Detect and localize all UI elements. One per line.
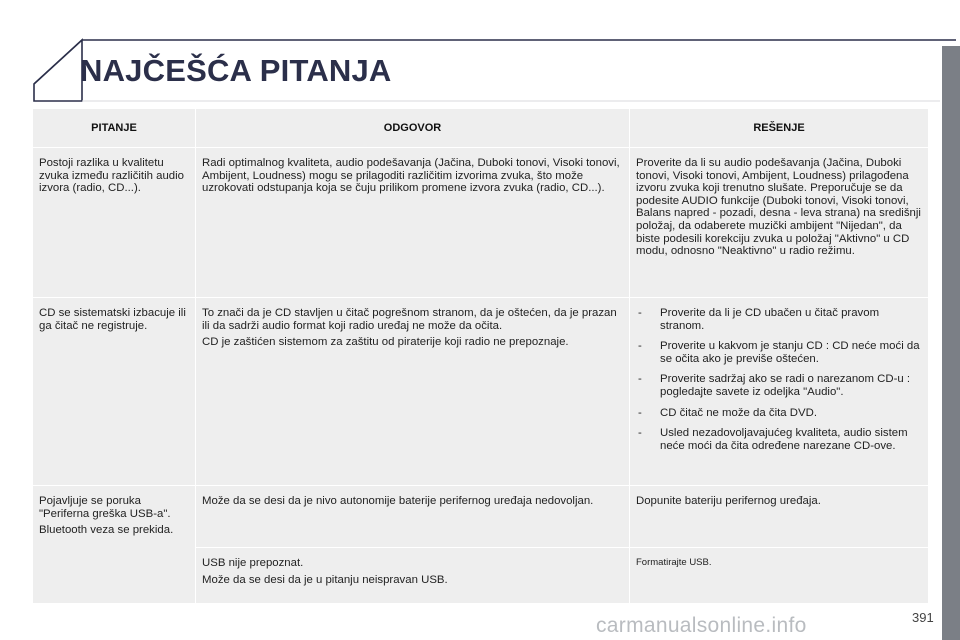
dash-bullet: - <box>638 373 642 386</box>
dash-bullet: - <box>638 307 642 319</box>
answer-text: USB nije prepoznat. <box>202 557 304 569</box>
answer-cell <box>196 486 630 548</box>
list-item: - Proverite sadržaj ako se radi o narezanom CD-u : pogledajte savete iz odeljka "Audio". <box>638 373 911 398</box>
answer-text: Radi optimalnog kvaliteta, audio podešavanja (Jačina, Duboki tonovi, Visoki tonovi, Ambijent, Loudness) mogu se prilagoditi različitim izvorima zvuka, što može uzrokovati odstupanja koja se čuju prilikom promene izvora zvuka (radio, CD...). <box>202 157 620 195</box>
list-item: - Proverite da li je CD ubačen u čitač pravom stranom. <box>638 307 880 332</box>
solution-cell <box>630 548 929 604</box>
table-header-row <box>33 109 929 148</box>
table-row <box>33 486 929 548</box>
dash-bullet: - <box>638 427 642 440</box>
solution-text: Proverite da li su audio podešavanja (Jačina, Duboki tonovi, Visoki tonovi, Ambijent, Loudness) prilagođena izvoru zvuka koji trenutno slušate. Preporučuje se da podesite AUDIO funkcije (Duboki tonovi, Visoki tonovi, Balans napred - pozadi, desna - leva strana) na središnji položaj, da odaberete muzički ambijent "Nijedan", da biste podesili korekciju zvuka u položaj "Aktivno" u CD modu, odnosno "Neaktivno" u radio režimu. <box>636 157 921 258</box>
list-item: - CD čitač ne može da čita DVD. <box>638 406 817 419</box>
answer-text: CD je zaštićen sistemom za zaštitu od piraterije koji radio ne prepoznaje. <box>202 336 569 349</box>
dash-bullet: - <box>638 340 642 353</box>
solution-cell <box>630 486 929 548</box>
table-row <box>33 148 929 298</box>
answer-cell <box>196 148 630 298</box>
faq-table <box>32 108 929 604</box>
column-header-question: PITANJE <box>33 109 196 148</box>
question-text: Postoji razlika u kvalitetu zvuka između različitih audio izvora (radio, CD...). <box>39 157 184 195</box>
answer-cell <box>196 548 630 604</box>
answer-text: To znači da je CD stavljen u čitač pogrešnom stranom, da je oštećen, da je prazan ili da sadrži audio format koji radio uređaj ne može da očita. <box>202 307 617 332</box>
solution-list <box>636 307 922 452</box>
solution-text: Formatirajte USB. <box>636 557 712 568</box>
page-title: NAJČEŠĆA PITANJA <box>80 53 392 88</box>
dash-bullet: - <box>638 406 642 419</box>
answer-cell <box>196 298 630 486</box>
answer-text: Može da se desi da je nivo autonomije baterije perifernog uređaja nedovoljan. <box>202 495 594 507</box>
table-row <box>33 298 929 486</box>
question-cell <box>33 298 196 486</box>
solution-cell <box>630 148 929 298</box>
answer-text: Može da se desi da je u pitanju neispravan USB. <box>202 573 448 586</box>
column-header-answer: ODGOVOR <box>196 109 630 148</box>
solution-cell <box>630 298 929 486</box>
watermark: carmanualsonline.info <box>596 614 807 637</box>
solution-text: Dopunite bateriju perifernog uređaja. <box>636 495 821 507</box>
side-tab-bar <box>942 46 960 640</box>
list-item: - Proverite u kakvom je stanju CD : CD neće moći da se očita ako je previše oštećen. <box>638 340 920 365</box>
question-cell <box>33 148 196 298</box>
question-text: Bluetooth veza se prekida. <box>39 524 174 537</box>
question-text: Pojavljuje se poruka "Periferna greška USB-a". <box>39 495 171 520</box>
list-item: - Usled nezadovoljavajućeg kvaliteta, audio sistem neće moći da čita određene narezane CD-ove. <box>638 427 908 452</box>
page-number: 391 <box>912 610 934 625</box>
question-cell <box>33 486 196 604</box>
question-text: CD se sistematski izbacuje ili ga čitač ne registruje. <box>39 307 186 332</box>
column-header-solution: REŠENJE <box>630 109 929 148</box>
